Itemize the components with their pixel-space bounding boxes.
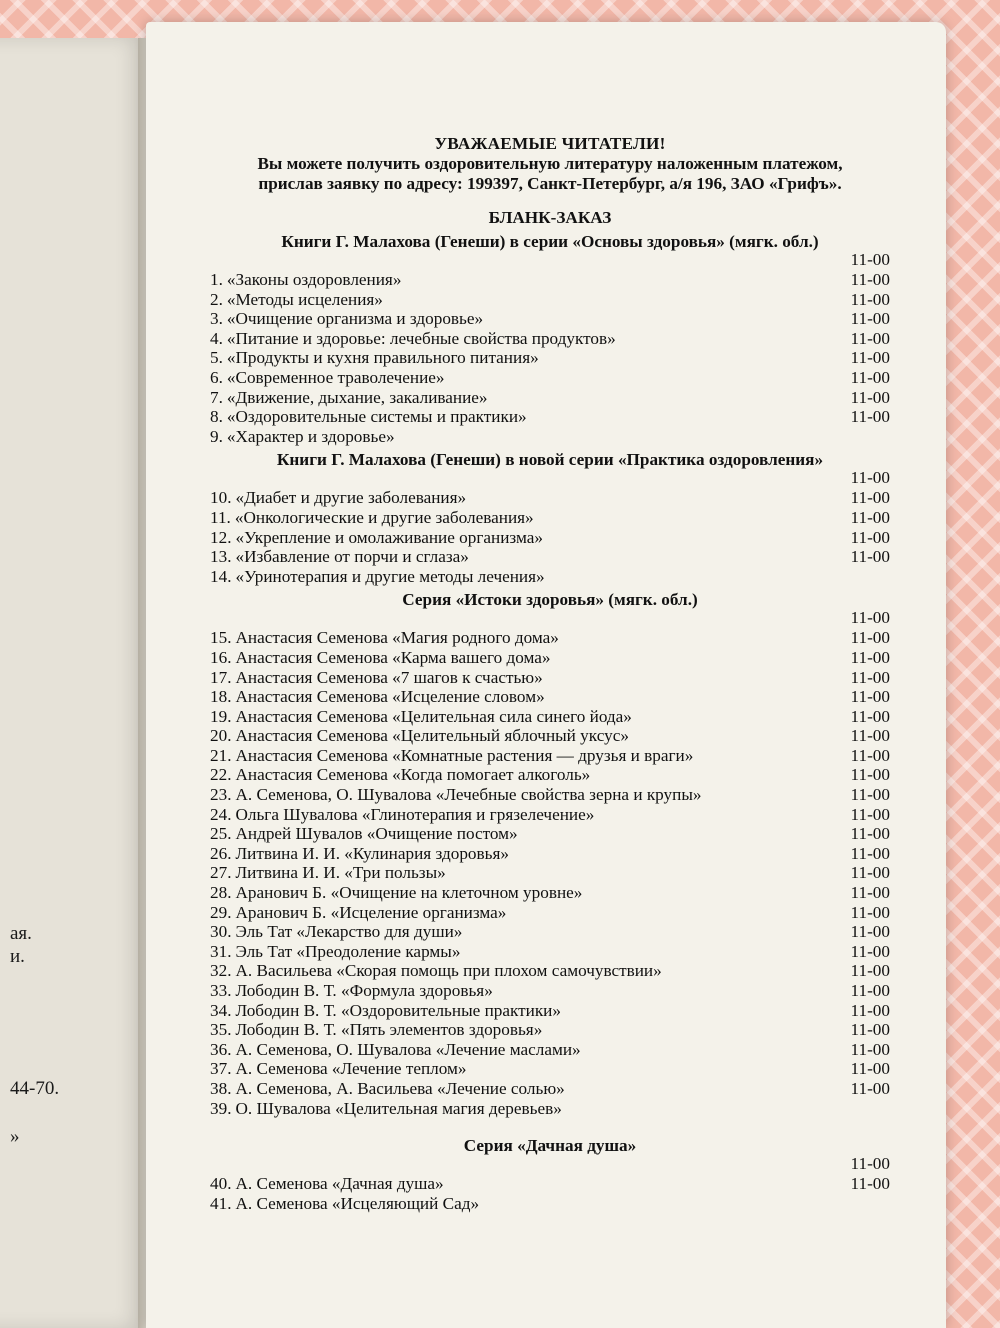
book-entry	[210, 668, 543, 688]
book-entry	[210, 726, 629, 746]
intro-line: прислав заявку по адресу: 199397, Санкт-Петербург, а/я 196, ЗАО «Грифъ».	[258, 174, 842, 193]
book-title: Литвина И. И. «Три пользы»	[235, 863, 446, 883]
book-entry	[210, 883, 582, 903]
item-price: 11-00	[850, 387, 890, 407]
form-title: БЛАНК-ЗАКАЗ	[488, 208, 612, 227]
book-row	[210, 1040, 890, 1060]
item-number: 32.	[210, 961, 232, 981]
book-title: «Методы исцеления»	[226, 289, 383, 309]
book-row	[210, 547, 890, 567]
item-price: 11-00	[850, 348, 890, 368]
book-row	[210, 942, 890, 962]
item-number: 10.	[210, 488, 232, 508]
intro-line: Вы можете получить оздоровительную литературу наложенным платежом,	[257, 154, 843, 173]
book-row	[210, 388, 890, 408]
item-price: 11-00	[850, 1039, 890, 1059]
book-title: А. Семенова, О. Шувалова «Лечебные свойства зерна и крупы»	[235, 785, 702, 805]
book-entry	[210, 844, 509, 864]
book-title: «Укрепление и омолаживание организма»	[235, 527, 543, 547]
book-row	[210, 726, 890, 746]
book-title: Литвина И. И. «Кулинария здоровья»	[235, 843, 509, 863]
item-price: 11-00	[850, 647, 890, 667]
book-entry	[210, 824, 518, 844]
book-list	[210, 232, 890, 1213]
book-title: А. Семенова «Лечение теплом»	[235, 1059, 467, 1079]
item-price: 11-00	[850, 941, 890, 961]
book-row	[210, 1079, 890, 1099]
book-title: «Продукты и кухня правильного питания»	[226, 348, 539, 368]
book-row	[210, 765, 890, 785]
item-price: 11-00	[850, 843, 890, 863]
item-number: 35.	[210, 1020, 232, 1040]
book-title: Эль Тат «Преодоление кармы»	[235, 941, 461, 961]
book-entry	[210, 547, 469, 567]
item-number: 38.	[210, 1078, 232, 1098]
series-heading: Серия «Дачная душа»	[463, 1136, 637, 1156]
item-price: 11-00	[850, 824, 890, 844]
book-row	[210, 1020, 890, 1040]
book-title: «Современное траволечение»	[226, 367, 445, 387]
book-row	[210, 844, 890, 864]
book-row	[210, 883, 890, 903]
book-title: Лободин В. Т. «Оздоровительные практики»	[235, 1000, 561, 1020]
item-number: 11.	[210, 507, 231, 527]
book-title: Лободин В. Т. «Формула здоровья»	[235, 981, 493, 1000]
item-number: 8.	[210, 407, 223, 427]
item-price: 11-00	[850, 367, 890, 387]
book-row	[210, 668, 890, 688]
book-entry	[210, 648, 551, 668]
book-row	[210, 1174, 890, 1194]
book-entry	[210, 388, 488, 408]
item-price: 11-00	[850, 922, 890, 942]
book-row	[210, 746, 890, 766]
item-number: 33.	[210, 981, 232, 1000]
book-title: «Оздоровительные системы и практики»	[226, 407, 527, 427]
left-page	[0, 38, 142, 1328]
book-row	[210, 805, 890, 825]
left-page-fragment: ая.	[10, 923, 32, 944]
series-heading: Книги Г. Малахова (Генеши) в новой серии «Практика оздоровления»	[276, 450, 824, 470]
item-number: 41.	[210, 1193, 232, 1213]
item-number: 25.	[210, 824, 232, 844]
item-number: 6.	[210, 367, 223, 387]
book-entry	[210, 309, 483, 329]
series-heading: Книги Г. Малахова (Генеши) в серии «Основы здоровья» (мягк. обл.)	[281, 232, 819, 251]
book-title: А. Васильева «Скорая помощь при плохом самочувствии»	[235, 961, 662, 981]
book-entry	[210, 508, 534, 528]
item-number: 16.	[210, 647, 232, 667]
item-number: 5.	[210, 348, 223, 368]
item-number: 30.	[210, 922, 232, 942]
book-row	[210, 628, 890, 648]
book-entry	[210, 942, 460, 962]
book-title: Анастасия Семенова «Целительный яблочный уксус»	[235, 726, 629, 746]
order-form-content	[210, 134, 890, 1213]
book-row	[210, 309, 890, 329]
item-number: 26.	[210, 843, 232, 863]
order-form-page	[146, 22, 946, 1328]
book-entry	[210, 981, 493, 1001]
book-entry	[210, 407, 527, 427]
item-number: 12.	[210, 527, 232, 547]
book-title: «Уринотерапия и другие методы лечения»	[235, 566, 545, 586]
book-row	[210, 863, 890, 883]
book-title: А. Семенова, О. Шувалова «Лечение маслами»	[235, 1039, 581, 1059]
item-number: 4.	[210, 328, 223, 348]
item-price: 11-00	[850, 488, 890, 508]
book-row	[210, 329, 890, 349]
book-entry	[210, 427, 395, 447]
book-entry	[210, 348, 539, 368]
book-row	[210, 1001, 890, 1021]
book-entry	[210, 687, 545, 707]
item-price: 11-00	[850, 863, 890, 883]
book-entry	[210, 290, 383, 310]
book-title: А. Семенова «Исцеляющий Сад»	[235, 1193, 480, 1213]
book-entry	[210, 785, 701, 805]
item-number: 7.	[210, 387, 223, 407]
book-title: Анастасия Семенова «Когда помогает алкоголь»	[235, 765, 591, 785]
item-price: 11-00	[850, 270, 890, 289]
item-price: 11-00	[850, 902, 890, 922]
item-number: 23.	[210, 785, 232, 805]
book-entry	[210, 1040, 581, 1060]
book-title: Анастасия Семенова «Исцеление словом»	[235, 687, 545, 707]
book-row	[210, 528, 890, 548]
book-title: А. Семенова «Дачная душа»	[235, 1174, 444, 1194]
item-price: 11-00	[850, 961, 890, 981]
item-number: 9.	[210, 426, 223, 446]
book-entry	[210, 1194, 479, 1214]
item-number: 34.	[210, 1000, 232, 1020]
book-title: Анастасия Семенова «Карма вашего дома»	[235, 647, 551, 667]
item-price: 11-00	[850, 1154, 890, 1174]
item-number: 21.	[210, 745, 232, 765]
book-row	[210, 707, 890, 727]
item-price: 11-00	[850, 309, 890, 329]
book-row	[210, 290, 890, 310]
book-row	[210, 981, 890, 1001]
series-heading: Серия «Истоки здоровья» (мягк. обл.)	[402, 590, 698, 610]
book-row	[210, 1059, 890, 1079]
item-price: 11-00	[850, 687, 890, 707]
book-row	[210, 648, 890, 668]
book-title: Аранович Б. «Очищение на клеточном уровне»	[235, 883, 583, 903]
book-entry	[210, 628, 559, 648]
book-entry	[210, 1059, 466, 1079]
book-row	[210, 1099, 890, 1119]
book-entry	[210, 765, 590, 785]
book-row	[210, 922, 890, 942]
item-number: 18.	[210, 687, 232, 707]
book-entry	[210, 567, 545, 587]
book-row	[210, 270, 890, 290]
item-number: 28.	[210, 883, 232, 903]
item-number: 22.	[210, 765, 232, 785]
item-number: 2.	[210, 289, 223, 309]
item-price: 11-00	[850, 527, 890, 547]
item-price: 11-00	[850, 765, 890, 785]
left-page-fragment: »	[10, 1126, 20, 1147]
item-number: 1.	[210, 270, 223, 289]
book-row	[210, 427, 890, 447]
item-number: 29.	[210, 902, 232, 922]
book-row	[210, 903, 890, 923]
item-number: 19.	[210, 706, 232, 726]
item-price: 11-00	[850, 804, 890, 824]
book-entry	[210, 368, 445, 388]
book-row	[210, 785, 890, 805]
book-entry	[210, 488, 466, 508]
item-number: 15.	[210, 628, 232, 648]
item-price: 11-00	[850, 1059, 890, 1079]
item-number: 17.	[210, 667, 232, 687]
item-price: 11-00	[850, 1078, 890, 1098]
book-title: Анастасия Семенова «Комнатные растения — друзья и враги»	[235, 745, 694, 765]
left-page-fragment: и.	[10, 946, 25, 967]
item-price: 11-00	[850, 745, 890, 765]
book-entry	[210, 863, 446, 883]
book-row	[210, 407, 890, 427]
item-number: 20.	[210, 726, 232, 746]
item-price: 11-00	[850, 1020, 890, 1040]
book-title: Эль Тат «Лекарство для души»	[235, 922, 463, 942]
book-row	[210, 348, 890, 368]
item-number: 14.	[210, 566, 232, 586]
item-number: 3.	[210, 309, 223, 329]
item-price: 11-00	[850, 507, 890, 527]
book-entry	[210, 805, 594, 825]
item-price: 11-00	[850, 250, 890, 269]
item-price: 11-00	[850, 981, 890, 1000]
item-price: 11-00	[850, 1174, 890, 1194]
book-entry	[210, 961, 662, 981]
book-title: О. Шувалова «Целительная магия деревьев»	[235, 1098, 562, 1118]
book-title: «Очищение организма и здоровье»	[226, 309, 484, 329]
book-row	[210, 824, 890, 844]
item-price: 11-00	[850, 608, 890, 628]
book-title: «Онкологические и другие заболевания»	[234, 507, 534, 527]
item-price: 11-00	[850, 468, 890, 488]
item-number: 13.	[210, 547, 232, 567]
book-title: Андрей Шувалов «Очищение постом»	[235, 824, 518, 844]
book-row	[210, 1194, 890, 1214]
book-entry	[210, 903, 506, 923]
left-page-fragment: 44-70.	[10, 1078, 60, 1099]
book-title: А. Семенова, А. Васильева «Лечение солью»	[235, 1078, 565, 1098]
item-price: 11-00	[850, 706, 890, 726]
book-row	[210, 508, 890, 528]
item-price: 11-00	[850, 883, 890, 903]
item-price: 11-00	[850, 785, 890, 805]
item-number: 24.	[210, 804, 232, 824]
book-entry	[210, 1079, 565, 1099]
item-number: 36.	[210, 1039, 232, 1059]
book-entry	[210, 329, 616, 349]
book-entry	[210, 528, 543, 548]
item-number: 27.	[210, 863, 232, 883]
book-title: Ольга Шувалова «Глинотерапия и грязелечение»	[235, 804, 595, 824]
book-title: Анастасия Семенова «Магия родного дома»	[235, 628, 559, 648]
item-number: 37.	[210, 1059, 232, 1079]
book-title: «Питание и здоровье: лечебные свойства продуктов»	[226, 328, 616, 348]
book-title: Аранович Б. «Исцеление организма»	[235, 902, 507, 922]
book-title: Анастасия Семенова «7 шагов к счастью»	[235, 667, 543, 687]
book-entry	[210, 1020, 542, 1040]
book-title: Лободин В. Т. «Пять элементов здоровья»	[235, 1020, 543, 1040]
book-entry	[210, 1001, 561, 1021]
book-title: «Законы оздоровления»	[226, 270, 402, 289]
item-number: 39.	[210, 1098, 232, 1118]
book-entry	[210, 270, 401, 290]
item-price: 11-00	[850, 328, 890, 348]
item-price: 11-00	[850, 547, 890, 567]
book-entry	[210, 1099, 562, 1119]
book-title: «Характер и здоровье»	[226, 426, 395, 446]
item-number: 40.	[210, 1174, 232, 1194]
book-entry	[210, 707, 632, 727]
book-title: «Движение, дыхание, закаливание»	[226, 387, 488, 407]
book-entry	[210, 746, 693, 766]
book-row	[210, 961, 890, 981]
book-title: Анастасия Семенова «Целительная сила синего йода»	[235, 706, 632, 726]
book-entry	[210, 1174, 444, 1194]
book-entry	[210, 922, 462, 942]
book-row	[210, 687, 890, 707]
book-title: «Диабет и другие заболевания»	[235, 488, 467, 508]
item-number: 31.	[210, 941, 232, 961]
item-price: 11-00	[850, 1000, 890, 1020]
book-row	[210, 368, 890, 388]
item-price: 11-00	[850, 726, 890, 746]
book-row	[210, 567, 890, 587]
item-price: 11-00	[850, 407, 890, 427]
item-price: 11-00	[850, 289, 890, 309]
book-title: «Избавление от порчи и сглаза»	[235, 547, 469, 567]
item-price: 11-00	[850, 667, 890, 687]
book-row	[210, 488, 890, 508]
page-title: УВАЖАЕМЫЕ ЧИТАТЕЛИ!	[434, 134, 666, 153]
item-price: 11-00	[850, 628, 890, 648]
